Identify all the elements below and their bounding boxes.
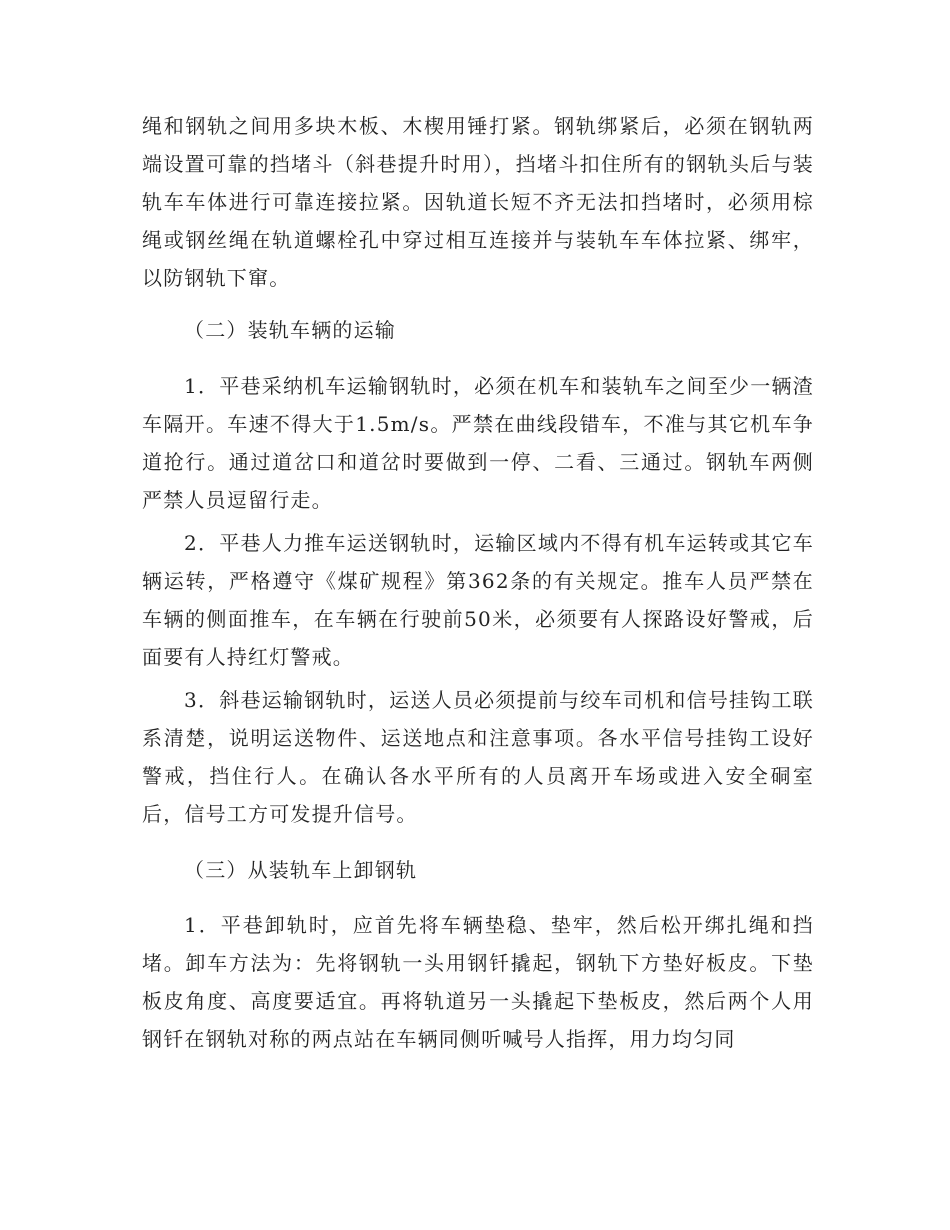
section-heading-unloading: （三）从装轨车上卸钢轨 xyxy=(184,858,418,882)
paragraph-incline-transport: 3．斜巷运输钢轨时，运送人员必须提前与绞车司机和信号挂钩工联系清楚，说明运送物件、运送地点和注意事项。各水平信号挂钩工设好警戒，挡住行人。在确认各水平所有的人员离开车场或进入安全硐室后，信号工方可发提升信号。 xyxy=(142,688,814,826)
section-heading-transport: （二）装轨车辆的运输 xyxy=(184,318,396,342)
paragraph-locomotive-transport: 1．平巷采纳机车运输钢轨时，必须在机车和装轨车之间至少一辆渣车隔开。车速不得大于1.5m/s。严禁在曲线段错车，不准与其它机车争道抢行。通过道岔口和道岔时要做到一停、二看、三通过。钢轨车两侧严禁人员逗留行走。 xyxy=(142,374,814,512)
paragraph-manual-push-transport: 2．平巷人力推车运送钢轨时，运输区域内不得有机车运转或其它车辆运转，严格遵守《煤矿规程》第362条的有关规定。推车人员严禁在车辆的侧面推车，在车辆在行驶前50米，必须要有人探路设好警戒，后面要有人持红灯警戒。 xyxy=(142,531,814,669)
paragraph-flat-unloading: 1．平巷卸轨时，应首先将车辆垫稳、垫牢，然后松开绑扎绳和挡堵。卸车方法为：先将钢轨一头用钢钎撬起，钢轨下方垫好板皮。下垫板皮角度、高度要适宜。再将轨道另一头撬起下垫板皮，然后两个人用钢钎在钢轨对称的两点站在车辆同侧听喊号人指挥，用力均匀同 xyxy=(142,913,814,1051)
paragraph-rail-binding: 绳和钢轨之间用多块木板、木楔用锤打紧。钢轨绑紧后，必须在钢轨两端设置可靠的挡堵斗（斜巷提升时用），挡堵斗扣住所有的钢轨头后与装轨车车体进行可靠连接拉紧。因轨道长短不齐无法扣挡堵时，必须用棕绳或钢丝绳在轨道螺栓孔中穿过相互连接并与装轨车车体拉紧、绑牢，以防钢轨下窜。 xyxy=(142,114,814,290)
